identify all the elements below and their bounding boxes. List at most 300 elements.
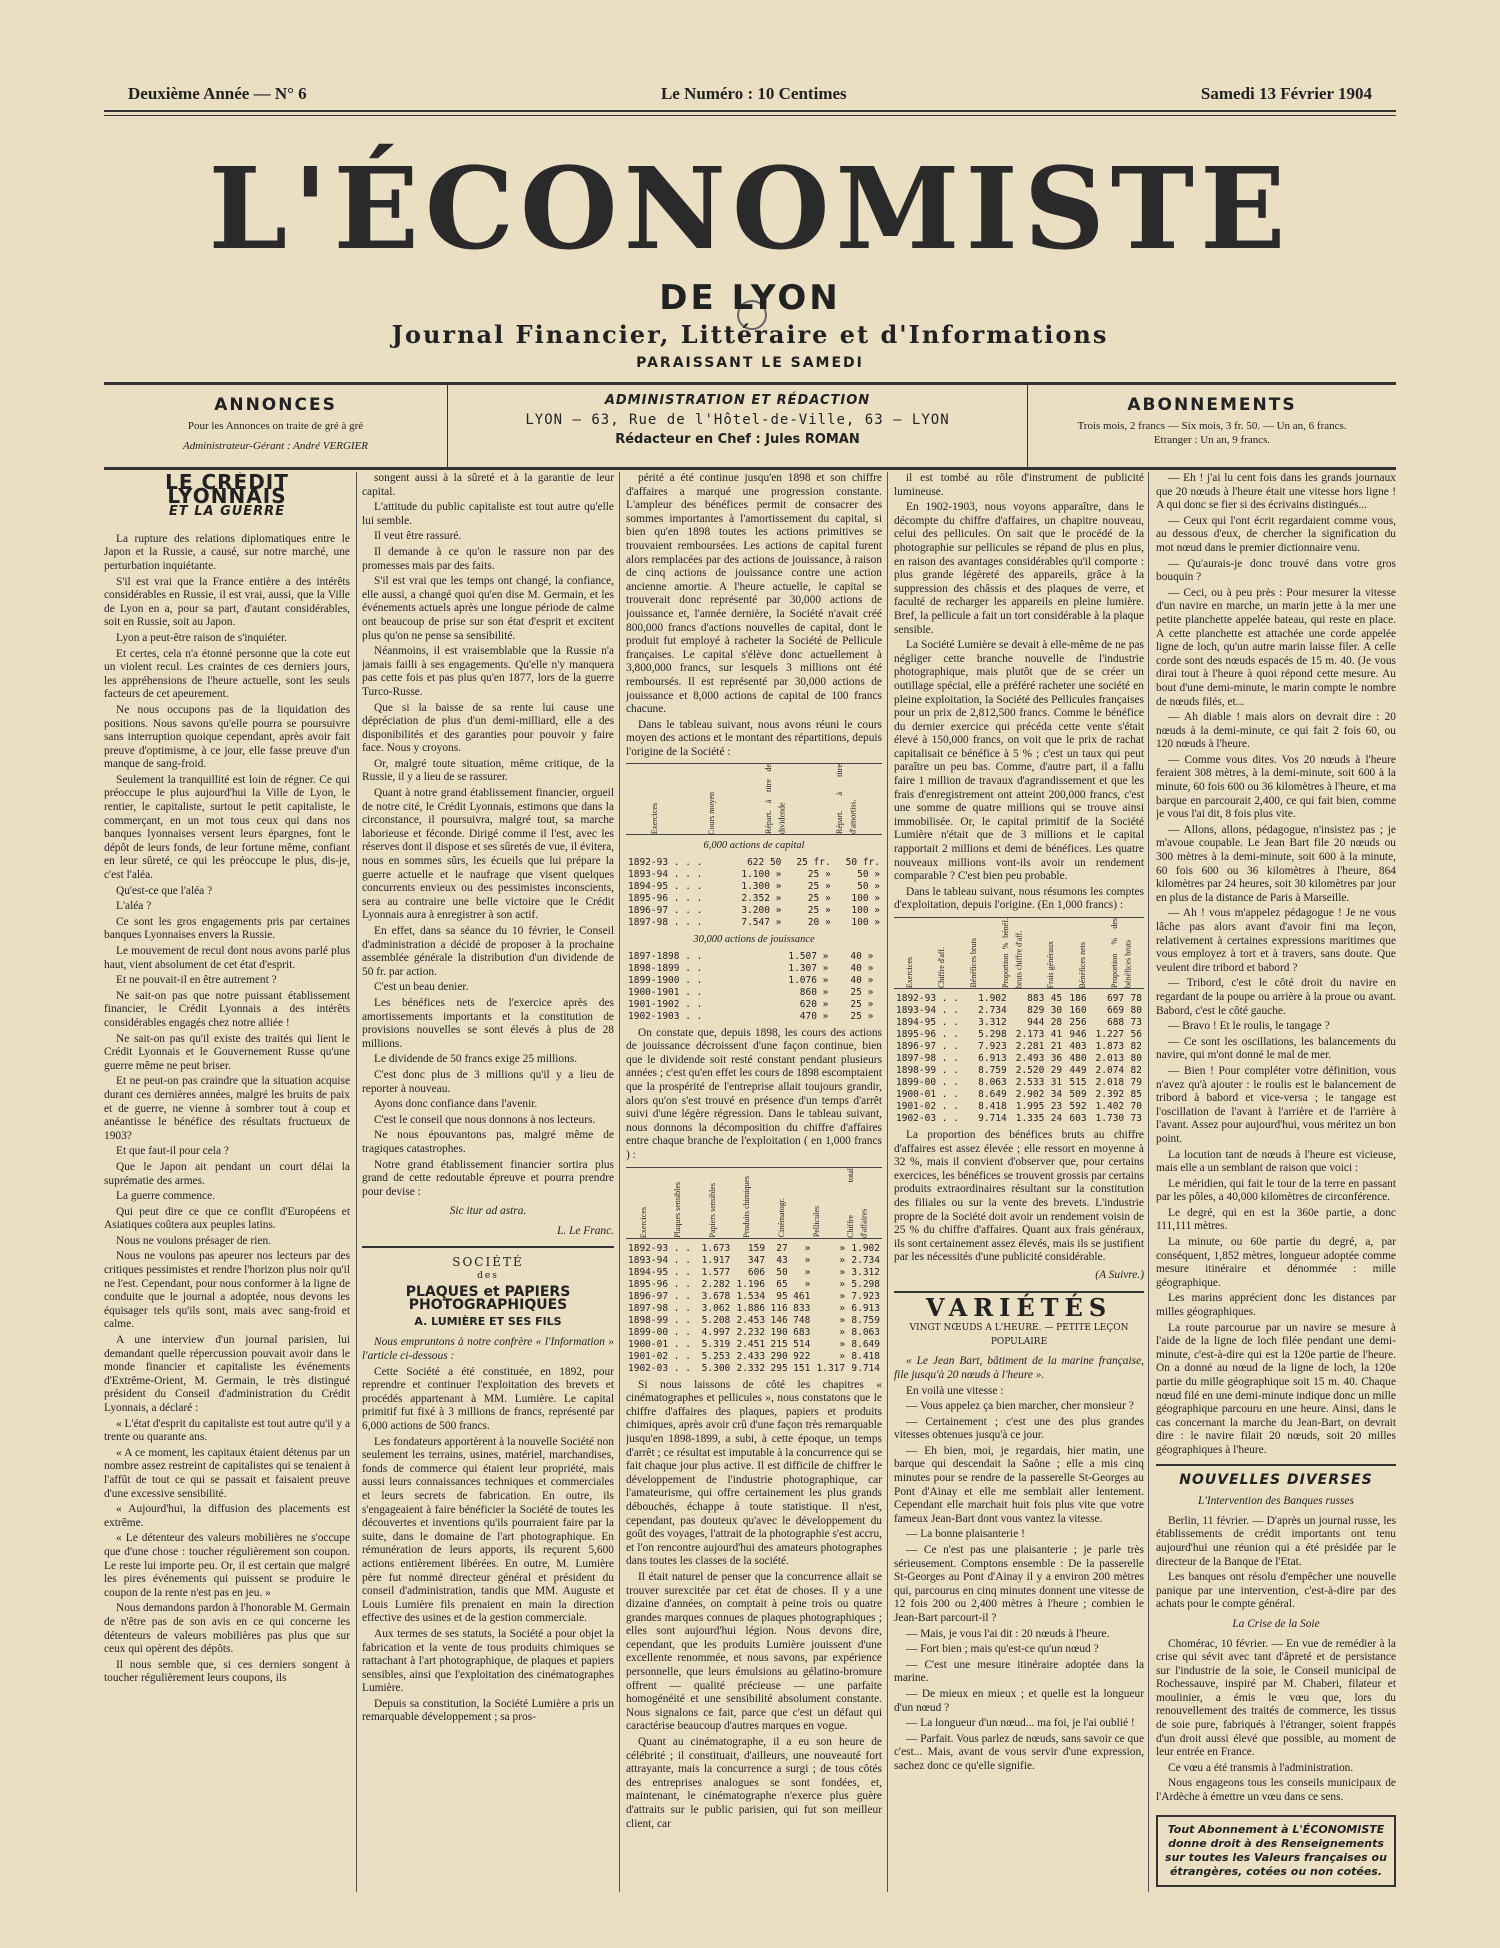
table-cell: »: [839, 1242, 846, 1254]
paragraph: Notre grand établissement financier sortira plus grand de cette redoutable épreuve et pourra prendre pour devise :: [362, 1158, 614, 1198]
table-cell: 1893-94 . .: [896, 1005, 959, 1016]
admin-editor: Rédacteur en Chef : Jules ROMAN: [615, 432, 860, 447]
table-cell: 347: [747, 1254, 766, 1266]
paragraph: L'aléa ?: [116, 900, 152, 913]
table-cell: 833: [793, 1302, 811, 1314]
divider: [362, 1246, 614, 1248]
paragraph: — La longueur d'un nœud... ma foi, je l'ai oublié !: [906, 1717, 1135, 1730]
table-cell: 697: [1106, 993, 1125, 1004]
table-row: [626, 1011, 882, 1023]
publication-frequency: PARAISSANT LE SAMEDI: [636, 355, 864, 371]
paragraph: Aux termes de ses statuts, la Société a pour objet la fabrication et la vente de tous produits chimiques se rattachant à l'art photographique, de plaques et papiers sensibles, ainsi que l'exploitation des cinématographes Lumière.: [362, 1627, 614, 1695]
table-cell: 9.714: [978, 1113, 1007, 1124]
paragraph: — De mieux en mieux ; et quelle est la longueur d'un nœud ?: [894, 1687, 1144, 1714]
table-caption: 30,000 actions de jouissance: [693, 934, 815, 946]
table-cell: 1897-1898 . .: [628, 950, 703, 962]
table-row: [626, 1267, 882, 1279]
paragraph: Ne sait-on pas que notre puissant établissement financier, le Crédit Lyonnais a des intérêts considérables engagés chez notre alliée !: [104, 989, 350, 1029]
paragraph: La locution tant de nœuds à l'heure est vicieuse, mais elle a un semblant de raison que voici :: [1156, 1148, 1396, 1175]
table-cell: 2.332: [736, 1362, 766, 1374]
table-cell: 186: [1069, 993, 1087, 1004]
table-cell: 40 »: [850, 974, 874, 986]
info-bar: [104, 382, 1396, 470]
table-header: [626, 763, 882, 835]
table-cell: 21: [1050, 1041, 1063, 1052]
table-cell: 25 »: [807, 869, 831, 881]
paragraph: Et que faut-il pour cela ?: [116, 1145, 229, 1158]
paragraph: « L'état d'esprit du capitaliste est tout autre qu'il y a trente ou quarante ans.: [104, 1417, 350, 1444]
nouvelles-title: NOUVELLES DIVERSES: [1179, 1471, 1373, 1488]
article-title: LE CRÉDIT LYONNAIS: [165, 472, 289, 508]
table-cell: 480: [1069, 1053, 1087, 1064]
paragraph: Berlin, 11 février. — D'après un journal russe, les établissements de crédit importants ont tenu aujourd'hui une réunion qui a été présidée par le directeur de la Banque de l'Etat.: [1156, 1514, 1396, 1568]
table-cell: 606: [747, 1266, 766, 1278]
paragraph: C'est le conseil que nous donnons à nos lecteurs.: [374, 1113, 596, 1126]
table-header-cell: Cours moyen: [707, 791, 716, 835]
table-cell: 20 »: [807, 917, 831, 929]
paragraph: Nous demandons pardon à l'honorable M. Germain de n'être pas de son avis en ce qui concerne les détenteurs de valeurs mobilières pas plus que sur ceux qui opèrent des dépôts.: [104, 1602, 350, 1656]
table-cell: 9.714: [851, 1362, 880, 1374]
table-cell: 1.402: [1095, 1101, 1125, 1112]
paragraph: périté a été continue jusqu'en 1898 et son chiffre d'affaires a marqué une progression constante. L'ampleur des bénéfices permit de consacrer des sommes importantes à l'amortissement du capital, si bien qu'en 1898 toutes les actions primitives se trouvaient remboursées. Les actions de capital furent alors remplacées par des actions de jouissance, à raison de cinq actions de jouissance contre une action ancienne amortie. A l'heure actuelle, le capital se trouverait donc représenté par 30,000 actions de jouissance et, l'année dernière, la Société n'avait créé 800,000 francs d'actions nouvelles de capital, dont le produit fut employé à racheter la Société de Pellicule françaises. Le capital s'élève donc actuellement à 3,800,000 francs, sur lesquels 3 millions ont été remboursés. Il est représenté par 30,000 actions de jouissance et 8,000 actions de capital de 100 francs chacune.: [626, 472, 882, 716]
capital-table: [626, 857, 882, 929]
paragraph: — Qu'aurais-je donc trouvé dans votre gros bouquin ?: [1156, 557, 1396, 584]
table-cell: 1898-99 . .: [896, 1065, 959, 1076]
table-cell: 79: [1130, 1077, 1142, 1088]
table-cell: 50 »: [857, 881, 880, 893]
paragraph: — Bravo ! Et le roulis, le tangage ?: [1168, 1020, 1330, 1033]
paragraph: La rupture des relations diplomatiques entre le Japon et la Russie, a causé, sur notre marché, une perturbation inquiétante.: [104, 532, 350, 572]
table-cell: 1895-96 . .: [628, 1278, 691, 1290]
paragraph: Ne nous épouvantons pas, malgré même de tragiques catastrophes.: [362, 1129, 614, 1155]
table-row: [626, 1303, 882, 1315]
table-cell: 1901-02 . .: [896, 1101, 959, 1112]
abonnements-text: Trois mois, 2 francs — Six mois, 3 fr. 50. — Un an, 6 francs.: [1077, 420, 1347, 432]
paragraph: Le degré, qui en est la 360e partie, a donc 111,111 mètres.: [1156, 1206, 1396, 1233]
table-cell: 3.200 »: [741, 905, 782, 917]
table-cell: 8.649: [851, 1338, 880, 1350]
table-cell: 509: [1069, 1089, 1087, 1100]
table-cell: 2.281: [1015, 1041, 1045, 1052]
table-cell: 43: [776, 1254, 788, 1266]
paragraph: Quant au cinématographe, il a eu son heure de célébrité ; il constituait, d'ailleurs, une nouveauté fort attrayante, mais la concurrence a surgi ; de tous côtés des entreprises analogues se sont fondées, et, maintenant, le cinématographe n'exerce plus guère d'attraits sur le public parisien, qui fut son meilleur client, car: [626, 1736, 882, 1830]
table-cell: 70: [1130, 1101, 1142, 1112]
paragraph: Néanmoins, il est vraisemblable que la Russie n'a jamais failli à ses engagements. Qu'elle n'y manquera pas cette fois et pas plus qu'en 1877, lors de la guerre Turco-Russe.: [362, 645, 614, 698]
table-cell: 5.253: [701, 1350, 731, 1362]
table-cell: 1.534: [736, 1290, 766, 1302]
to-be-continued: (A Suivre.): [1095, 1268, 1144, 1281]
table-cell: 2.392: [1095, 1089, 1125, 1100]
table-cell: 461: [793, 1290, 811, 1302]
table-cell: 24: [1050, 1113, 1063, 1124]
table-cell: 1894-95 . . .: [628, 881, 703, 893]
table-cell: [875, 975, 882, 987]
table-cell: 1902-03 . .: [896, 1113, 959, 1124]
table-row: [894, 1113, 1144, 1125]
table-cell: 1893-94 . .: [628, 1254, 691, 1266]
table-row: [626, 857, 882, 869]
table-row: [626, 917, 882, 929]
table-row: [626, 1363, 882, 1375]
table-cell: 829: [1027, 1005, 1045, 1016]
table-cell: 1902-03 . .: [628, 1362, 691, 1374]
paragraph: Or, malgré toute situation, même critique, de la Russie, il y a lieu de se rassurer.: [362, 757, 614, 784]
table-cell: 1.902: [978, 993, 1007, 1004]
masthead-tagline: Journal Financier, Littéraire et d'Informations: [391, 320, 1109, 349]
table-cell: 1.673: [701, 1242, 731, 1254]
paragraph: — Parfait. Vous parlez de nœuds, sans savoir ce que c'est... Mais, avant de vous servir d'une expression, sachez donc ce qu'elle signifie.: [894, 1732, 1144, 1772]
table-cell: 256: [1069, 1017, 1087, 1028]
paragraph: En 1902-1903, nous voyons apparaître, dans le décompte du chiffre d'affaires, un chapitre nouveau, celui des pellicules. On sait que le procédé de la photographie sur pellicules se répand de plus en plus, en raison des avantages considérables qu'il comporte : plus grande légèreté des appareils, grâce à la suppression des châssis et des plaques de verre, et faculté de recharger les appareils en pleine lumière. Bref, la pellicule a fait un tort considérable à la plaque sensible.: [894, 501, 1144, 636]
table-cell: 1.317: [816, 1362, 846, 1374]
table-header-cell: Répart. à titre d'amortiss.: [835, 764, 858, 835]
table-cell: 1894-95 . .: [628, 1266, 691, 1278]
table-cell: 2.734: [851, 1254, 880, 1266]
table-cell: »: [804, 1266, 811, 1278]
table-row: [626, 1327, 882, 1339]
varietes-subtitle: VINGT NŒUDS A L'HEURE. — PETITE LEÇON POPULAIRE: [909, 1323, 1129, 1347]
admin-title: ADMINISTRATION ET RÉDACTION: [604, 393, 871, 408]
table-cell: 1898-99 . .: [628, 1314, 691, 1326]
table-cell: 5.300: [701, 1362, 731, 1374]
table-row: [626, 1291, 882, 1303]
table-row: [626, 1255, 882, 1267]
table-cell: »: [839, 1302, 846, 1314]
paragraph: Il était naturel de penser que la concurrence allait se trouver surexcitée par cet état de choses. Il y a une dizaine d'années, on comptait à peine trois ou quatre grandes marques connues de plaques photographiques ; elles sont aujourd'hui légion. Nous devons dire, cependant, que les produits Lumière jouissent d'une excellente renommée, et nous savons, par expérience personnelle, que leurs émulsions au gélatino-bromure offrent — qualité précieuse — une parfaite homogénéité et une sensibilité absolument constante. Nous signalons ce fait, parce que c'est un défaut qui caractérise beaucoup d'autres marques en vogue.: [626, 1570, 882, 1733]
paragraph: S'il est vrai que la France entière a des intérêts considérables en Russie, il est vrai, aussi, que la Ville de Lyon en a, pour sa part, d'autant considérables, soit en Russie, soit au Japon.: [104, 575, 350, 629]
table-row: [894, 1017, 1144, 1029]
paragraph: La Société Lumière se devait à elle-même de ne pas négliger cette branche nouvelle de l'industrie photographique, mais plutôt que de se créer un outillage spécial, elle a préféré racheter une société en pleine exploitation, la Société des Pellicules françaises pour un prix de 2,812,500 francs. Comme le bénéfice du dernier exercice qui précéda cette vente s'était élevé à 150,000 francs, on voit que le prix de rachat capitalisait ce bénéfice à 5 % ; c'est un taux qui peut paraître un peu bas. Comme, d'autre part, il a fallu faire 1 million de travaux d'agrandissement et que les frais d'enregistrement ont atteint 200,000 francs, c'est une somme de quatre millions qui se trouve ainsi immobilisée. Or, le capital primitif de la Société Lumière n'était que de 3 millions et le capital rapportait 2 millions et demi de bénéfices. Les quatre nouveaux millions vont-ils avoir un rendement comparable ? C'est bien peu probable.: [894, 639, 1144, 883]
paragraph: Qu'est-ce que l'aléa ?: [116, 884, 213, 897]
paragraph: Il nous semble que, si ces derniers songent à toucher régulièrement leurs coupons, ils: [104, 1658, 350, 1685]
table-cell: 8.418: [978, 1101, 1007, 1112]
table-cell: 3.312: [851, 1266, 880, 1278]
paragraph: Lyon a peut-être raison de s'inquiéter.: [116, 631, 287, 644]
news-heading: L'Intervention des Banques russes: [1198, 1495, 1354, 1508]
table-row: [626, 1351, 882, 1363]
paragraph: Cette Société a été constituée, en 1892, pour reprendre et continuer l'exploitation des brevets et procédés appartenant à MM. Lumière. Le capital primitif fut fixé à 3 millions de francs, représenté par 6,000 actions de 500 francs.: [362, 1365, 614, 1432]
table-cell: 100 »: [851, 905, 880, 917]
table-header-cell: Chiffre total d'affaires: [846, 1167, 869, 1238]
table-cell: 2.902: [1015, 1089, 1045, 1100]
table-row: [894, 1089, 1144, 1101]
column-3: [626, 472, 882, 1892]
section-label: SOCIÉTÉ: [452, 1255, 524, 1270]
table-row: [626, 1279, 882, 1291]
table-cell: 1892-93 . . .: [628, 857, 703, 869]
table-cell: 80: [1130, 1053, 1142, 1064]
table-cell: 25 »: [850, 986, 874, 998]
column-4: [894, 472, 1144, 1892]
paragraph: — Ceci, ou à peu près : Pour mesurer la vitesse d'un navire en marche, un marin jette à la mer une petite planchette appelée bateau, qui reste en place. A cette planchette est attachée une corde appelée ligne de loch, qu'un autre marin laisse filer. A celle corde sont des nœuds espacés de 15 m. 40. (Je vous dirai tout à l'heure à quoi répond cette mesure. Au bout d'une demi-minute, le marin compte le nombre de nœuds filés, et...: [1156, 586, 1396, 708]
top-rule-thin: [104, 115, 1396, 116]
table-row: [626, 905, 882, 917]
table-cell: 1.307 »: [788, 962, 829, 974]
table-header-cell: Exercices: [905, 956, 915, 988]
paragraph: Les banques ont résolu d'empêcher une nouvelle panique par une intervention, c'est-à-dire par des achats pour le compte général.: [1156, 1571, 1396, 1611]
table-cell: 1.902: [851, 1242, 880, 1254]
paragraph: — Ce sont les oscillations, les balancements du navire, qui m'ont donné le mal de mer.: [1156, 1035, 1396, 1062]
table-cell: 1.730: [1095, 1113, 1125, 1124]
table-header-cell: Pellicules: [811, 1206, 821, 1238]
paragraph: Les marins apprécient donc les distances par milles géographiques.: [1156, 1292, 1396, 1319]
table-cell: 3.678: [701, 1290, 731, 1302]
table-cell: »: [839, 1266, 846, 1278]
table-cell: 1900-01 . .: [896, 1089, 959, 1100]
jouissance-table: [626, 951, 882, 1023]
table-cell: 1894-95 . .: [896, 1017, 959, 1028]
table-cell: 2.453: [736, 1314, 766, 1326]
paragraph: En voilà une vitesse :: [906, 1384, 1004, 1397]
table-cell: 82: [1130, 1041, 1142, 1052]
paragraph: On constate que, depuis 1898, les cours des actions de jouissance décroissent d'une façon continue, bien que le dividende soit resté constant pendant plusieurs années ; c'est qu'en effet les cours de 1898 escomptaient que la prospérité de l'entreprise allait toujours grandir, alors qu'on s'est trouvé en présence d'un temps d'arrêt suivi d'une légère régression. Dans le tableau suivant, nous donnons la décomposition du chiffre d'affaires entre chaque branche de l'exploitation ( en 1,000 francs ) :: [626, 1026, 882, 1161]
paragraph: Les fondateurs apportèrent à la nouvelle Société non seulement les terrains, usines, matériel, marchandises, fonds de commerce qui étaient leur propriété, mais aussi leurs connaissances techniques et commerciales et leurs secrets de fabrication. En outre, ils s'engageaient à faire bénéficier la Société de toutes les découvertes et inventions qu'ils pourraient faire par la suite, dans le domaine de l'art photographique. En rémunération de leurs apports, ils reçurent 5,600 actions entièrement libérées. En outre, M. Lumière père fut nommé directeur général et président du conseil d'administration, tandis que MM. Auguste et Louis Lumière fils prenaient en main la direction effective des usines et de la gestion commerciale.: [362, 1435, 614, 1625]
table-cell: »: [839, 1254, 846, 1266]
paragraph: Les bénéfices nets de l'exercice après des amortissements importants et la constitution de provisions nouvelles se sont élevés à plus de 28 millions.: [362, 996, 614, 1050]
paragraph: — Ce n'est pas une plaisanterie ; je parle très sérieusement. Comptons ensemble : De la passerelle St-Georges au Pont d'Ainay il y a environ 200 mètres qui, parcourus en cinq minutes donnent une vitesse de 12 fois 200 ou 2,400 mètres à l'heure ; combien le Jean-Bart parcourt-il ?: [894, 1544, 1144, 1624]
table-cell: [875, 999, 882, 1011]
table-cell: 95: [776, 1290, 788, 1302]
paragraph: Il veut être rassuré.: [374, 530, 462, 543]
section-title: PLAQUES et PAPIERS PHOTOGRAPHIQUES: [405, 1283, 571, 1314]
table-row: [894, 1077, 1144, 1089]
abonnements-box: [1028, 385, 1396, 467]
table-cell: 7.923: [851, 1290, 880, 1302]
turnover-table: [626, 1243, 882, 1375]
table-cell: 25 »: [850, 998, 874, 1010]
table-header-cell: Proportion % des bénéfices bruts: [1109, 918, 1133, 988]
table-cell: 8.063: [851, 1326, 880, 1338]
abonnements-title: ABONNEMENTS: [1127, 395, 1297, 415]
paragraph: — Eh ! j'ai lu cent fois dans les grands journaux que 20 nœuds à l'heure était une vitesse hors ligne ! A qui donc se fier si des écrivains distingués...: [1156, 472, 1396, 512]
table-cell: »: [839, 1278, 846, 1290]
table-cell: 515: [1069, 1077, 1087, 1088]
paragraph: Le méridien, qui fait le tour de la terre en passant par les pôles, a 40,000 kilomètres de circonférence.: [1156, 1177, 1396, 1204]
paragraph: songent aussi à la sûreté et à la garantie de leur capital.: [362, 472, 614, 498]
table-cell: 190: [770, 1326, 788, 1338]
varietes-title: VARIÉTÉS: [894, 1291, 1144, 1315]
top-rule: [104, 110, 1396, 112]
table-cell: 1895-96 . .: [896, 1029, 959, 1040]
article-subtitle: ET LA GUERRE: [168, 504, 286, 520]
table-header-cell: Papiers sensibles: [707, 1183, 717, 1238]
table-cell: 748: [793, 1314, 811, 1326]
table-row: [894, 993, 1144, 1005]
table-cell: »: [839, 1290, 846, 1302]
paragraph: En effet, dans sa séance du 10 février, le Conseil d'administration a décidé de proposer à la prochaine assemblée générale la distribution d'un dividende de 50 fr. par action.: [362, 925, 614, 978]
annonces-box: [104, 385, 448, 467]
table-cell: 1902-1903 . .: [628, 1010, 703, 1022]
table-cell: 1.577: [701, 1266, 731, 1278]
table-cell: 36: [1050, 1053, 1063, 1064]
paragraph: Et ne pouvait-il en être autrement ?: [116, 974, 277, 987]
paragraph: La minute, ou 60e partie du degré, a, par conséquent, 1,852 mètres, longueur adoptée comme mesure itinéraire et dénommée : mille géographique.: [1156, 1236, 1396, 1289]
table-cell: 2.533: [1015, 1077, 1045, 1088]
table-cell: 159: [747, 1242, 766, 1254]
table-cell: 80: [1130, 1005, 1142, 1016]
paragraph: Ce sont les gros engagements pris par certaines banques Lyonnaises envers la Russie.: [104, 915, 350, 942]
table-header-cell: Bénéfices nets: [1077, 941, 1087, 988]
paragraph: Seulement la tranquillité est loin de régner. Ce qui préoccupe le plus aujourd'hui la Ville de Lyon, le rentier, le capitaliste, surtout le petit capitaliste, le commerçant, en un mot tous ceux qui dans nos banques lyonnaises versent leurs épargnes, font le dépôt de leurs fonds, de leur fortune même, confiant en leur sûreté, ce qui les préoccupe le plus, dis-je, c'est l'aléa.: [104, 773, 350, 882]
table-row: [626, 881, 882, 893]
table-cell: 151: [793, 1362, 811, 1374]
paragraph: « Le détenteur des valeurs mobilières ne s'occupe que d'une chose : toucher régulièrement son coupon. Le reste lui importe peu. Or, il est certain que malgré les pires événements qui puissent se produire le coupon de la rente n'est pas en jeu. »: [104, 1532, 350, 1599]
table-cell: 2.433: [736, 1350, 766, 1362]
table-cell: 2.352 »: [741, 893, 782, 905]
issue-date: Samedi 13 Février 1904: [1200, 84, 1372, 103]
table-cell: 1897-98 . .: [896, 1053, 959, 1064]
table-cell: 1.300 »: [741, 881, 782, 893]
table-cell: [875, 963, 882, 975]
table-cell: 1892-93 . .: [896, 993, 959, 1004]
table-cell: 215: [770, 1338, 788, 1350]
table-cell: 34: [1050, 1089, 1063, 1100]
signature: L. Le Franc.: [557, 1224, 614, 1237]
masthead-title: L'ÉCONOMISTE: [208, 144, 1292, 275]
paragraph: — Certainement ; c'est une des plus grandes vitesses obtenues jusqu'à ce jour.: [894, 1415, 1144, 1442]
paragraph: Chomérac, 10 février. — En vue de remédier à la crise qui sévit avec tant d'âpreté et de persistance sur l'industrie de la soie, le Conseil municipal de Rochessauve, inspiré par M. Chaberi, filateur et moulinier, a émis le vœu que, lors du renouvellement des traités de commerce, les tissus de soie pure, fabriqués à l'étranger, soient frappés d'un droit aussi élevé que possible, au moment de leur entrée en France.: [1156, 1637, 1396, 1759]
table-row: [626, 951, 882, 963]
divider: [1156, 1464, 1396, 1466]
paragraph: Dans le tableau suivant, nous avons réuni le cours moyen des actions et le montant des répartitions, depuis l'origine de la Société :: [626, 718, 882, 758]
table-cell: 7.547 »: [741, 917, 782, 929]
paragraph: — Ah diable ! mais alors on devrait dire : 20 nœuds à la demi-minute, ce qui fait 2 fois 60, ou 120 nœuds à l'heure.: [1156, 711, 1396, 751]
table-row: [894, 1005, 1144, 1017]
table-cell: 860 »: [799, 986, 829, 998]
table-header-cell: Frais généraux: [1046, 940, 1056, 988]
table-cell: 40 »: [850, 962, 874, 974]
table-header-cell: Proportion % bénéf. bruts chiffre d'aff.: [1000, 918, 1024, 988]
table-cell: 8.063: [978, 1077, 1007, 1088]
table-cell: 1.886: [736, 1302, 766, 1314]
paragraph: — Ah ! vous m'appelez pédagogue ! Je ne vous lâche pas alors avant d'avoir fini ma leçon, relativement à certaines expressions maritimes que vous employez à tort et à travers, sans doute. Que veulent dire tribord et babord ?: [1156, 907, 1396, 974]
paragraph: Dans le tableau suivant, nous résumons les comptes d'exploitation, depuis l'origine. (En 1,000 francs) :: [894, 885, 1144, 912]
table-cell: 8.759: [851, 1314, 880, 1326]
table-cell: 1.196: [736, 1278, 766, 1290]
table-cell: 25 »: [850, 1010, 874, 1022]
table-cell: 683: [793, 1326, 811, 1338]
table-cell: 1899-00 . .: [628, 1326, 691, 1338]
paragraph: Nous ne voulons présager de rien.: [116, 1234, 271, 1247]
news-heading: La Crise de la Soie: [1232, 1617, 1320, 1630]
column-5: [1156, 472, 1396, 1892]
section-owner: A. LUMIÈRE ET SES FILS: [414, 1314, 562, 1328]
table-cell: 883: [1027, 993, 1045, 1004]
table-cell: 1901-02 . .: [628, 1350, 691, 1362]
table-cell: 1900-01 . .: [628, 1338, 691, 1350]
table-cell: 592: [1069, 1101, 1087, 1112]
top-line: [128, 82, 1372, 106]
table-row: [894, 1041, 1144, 1053]
table-cell: 73: [1130, 1113, 1142, 1124]
paragraph: S'il est vrai que les temps ont changé, la confiance, elle aussi, a changé quoi qu'en dise M. Germain, et les événements actuels après une longue période de calme ont beaucoup de prise sur son état d'esprit et excitent plus qu'on ne pense sa sensibilité.: [362, 575, 614, 642]
table-cell: 100 »: [851, 917, 880, 929]
table-row: [626, 893, 882, 905]
table-row: [626, 999, 882, 1011]
administration-box: [448, 385, 1028, 467]
table-cell: 85: [1130, 1089, 1142, 1100]
paragraph: Ayons donc confiance dans l'avenir.: [374, 1098, 538, 1111]
table-cell: 2.018: [1095, 1077, 1125, 1088]
motto: Sic itur ad astra.: [449, 1205, 527, 1218]
table-cell: 45: [1050, 993, 1063, 1004]
table-cell: 1896-97 . .: [896, 1041, 959, 1052]
table-cell: »: [804, 1242, 811, 1254]
table-cell: 31: [1050, 1077, 1063, 1088]
table-header-cell: Exercices: [649, 803, 659, 835]
table-header-cell: Répart. à titre de dividende: [764, 764, 787, 835]
paragraph: La route parcourue par un navire se mesure à l'aide de la ligne de loch filée pendant une demi-minute, c'est-à-dire qui est la 120e partie de l'heure. On a donné au nœud de la ligne de loch, la 120e partie du mille géographique soit 15 m. 40. Chaque nœud filé en une demi-minute indique donc un mille géographique parcouru en une heure. Ainsi, dans le cas concernant la marche du Jean-Bart, on devrait dire : le navire filait 20 nœuds, soit 20 milles géographiques à l'heure.: [1156, 1321, 1396, 1456]
table-cell: 2.013: [1095, 1053, 1125, 1064]
table-header-cell: Exercices: [638, 1206, 648, 1238]
table-cell: 922: [793, 1350, 811, 1362]
table-cell: 1899-1900 . .: [628, 974, 703, 986]
paragraph: — Ceux qui l'ont écrit regardaient comme vous, au dessous d'eux, de chercher la signification du mot nœud dans le premier dictionnaire venu.: [1156, 514, 1396, 554]
table-cell: 946: [1069, 1029, 1087, 1040]
table-cell: »: [839, 1314, 846, 1326]
table-cell: 30: [1050, 1005, 1063, 1016]
table-cell: 3.312: [978, 1017, 1007, 1028]
table-cell: 29: [1050, 1065, 1063, 1076]
table-row: [626, 869, 882, 881]
table-cell: 5.298: [851, 1278, 880, 1290]
paragraph: Et certes, cela n'a étonné personne que la cote eut un violent recul. Les craintes de ces derniers jours, les appréhensions de l'heure actuelle, sont les seuls facteurs de cet apeurement.: [104, 647, 350, 701]
table-row: [894, 1065, 1144, 1077]
column-2: [362, 472, 614, 1892]
table-cell: 25 »: [807, 881, 831, 893]
paragraph: Quant à notre grand établissement financier, orgueil de notre cité, le Crédit Lyonnais, estimons que dans la circonstance, il poursuivra, malgré tout, sa marche laborieuse et féconde. Dirigé comme il l'est, avec les réserves dont il dispose et ses sûretés de vue, il évitera, nous en sommes sûrs, les écueils que lui prépare la guerre actuelle et le naufrage que visent quelques concurrents envieux ou des pessimistes inconscients, sera au contraire une belle victoire que le Crédit Lyonnais aura à enregistrer à son actif.: [362, 787, 614, 922]
paragraph: — Comme vous dites. Vos 20 nœuds à l'heure feraient 308 mètres, à la demi-minute, soit 600 à la minute, 60 fois 600 ou 36 kilomètres à l'heure, et ma barque en parcourait 2,400, ce qui fait bien, comme je vous l'ai dit, 8 fois plus vite.: [1156, 753, 1396, 821]
table-cell: 1.507 »: [788, 950, 829, 962]
table-cell: 1899-00 . .: [896, 1077, 959, 1088]
table-cell: 5.319: [701, 1338, 731, 1350]
table-cell: 622 50: [747, 857, 782, 869]
table-header-cell: Bénéfices bruts: [968, 938, 978, 988]
table-cell: 1896-97 . .: [628, 1290, 691, 1302]
paragraph: Que le Japon ait pendant un court délai la suprématie des armes.: [104, 1160, 350, 1187]
table-row: [626, 1243, 882, 1255]
table-cell: 2.451: [736, 1338, 766, 1350]
table-cell: [875, 987, 882, 999]
column-1: [104, 472, 350, 1892]
table-cell: 146: [770, 1314, 788, 1326]
paragraph: Que si la baisse de sa rente lui cause une dépréciation de plus d'un demi-milliard, elle a des disponibilités et des garanties pour pouvoir y faire face. Nous y croyons.: [362, 701, 614, 755]
table-cell: 1893-94 . . .: [628, 869, 703, 881]
table-cell: 2.074: [1095, 1065, 1125, 1076]
paragraph: Et ne peut-on pas craindre que la situation acquise durant ces dernières années, malgré les bruits de paix et de guerre, ne vienne à sombrer tout à coup et anéantisse le bénéfice des résultats fructueux de 1903?: [104, 1075, 350, 1142]
paragraph: — C'est une mesure itinéraire adoptée dans la marine.: [894, 1658, 1144, 1685]
table-cell: 50 fr.: [845, 857, 880, 869]
table-cell: 7.923: [978, 1041, 1007, 1052]
table-cell: 1.076 »: [788, 974, 829, 986]
paragraph: Si nous laissons de côté les chapitres « cinématographes et pellicules », nous constatons que le chiffre d'affaires des plaques, papiers et produits chimiques, après avoir crû d'une façon très remarquable jusqu'en 1898-1899, a subi, à cette époque, un temps d'arrêt ; ce résultat est imputable à la concurrence qui se fait chaque jour plus active. Il est difficile de chiffrer le développement de l'industrie photographique, car l'amateurisme, qui offre certainement les plus grands débouchés, échappe à toute statistique. Il n'est, cependant, pas douteux qu'avec le développement du goût des voyages, l'attrait de la photographie s'est accru, et l'on rencontre aujourd'hui des amateurs photographes dans toutes les classes de la société.: [626, 1378, 882, 1568]
table-cell: 603: [1069, 1113, 1087, 1124]
price: Le Numéro : 10 Centimes: [660, 84, 847, 103]
table-cell: »: [804, 1254, 811, 1266]
table-cell: »: [839, 1350, 846, 1362]
table-cell: 1.873: [1095, 1041, 1125, 1052]
table-row: [894, 1053, 1144, 1065]
paragraph: « Aujourd'hui, la diffusion des placements est extrême.: [104, 1503, 350, 1529]
annonces-text: Pour les Annonces on traite de gré à gré: [187, 420, 364, 432]
table-row: [626, 963, 882, 975]
table-cell: »: [839, 1326, 846, 1338]
paragraph: — Fort bien ; mais qu'est-ce qu'un nœud ?: [906, 1643, 1099, 1656]
table-cell: 5.298: [978, 1029, 1007, 1040]
table-row: [894, 1101, 1144, 1113]
subscription-notice: Tout Abonnement à L'ÉCONOMISTE donne droit à des Renseignements sur toutes les Valeurs françaises ou étrangères, cotées ou non cotées.: [1156, 1815, 1396, 1887]
table-cell: 28: [1050, 1017, 1063, 1028]
